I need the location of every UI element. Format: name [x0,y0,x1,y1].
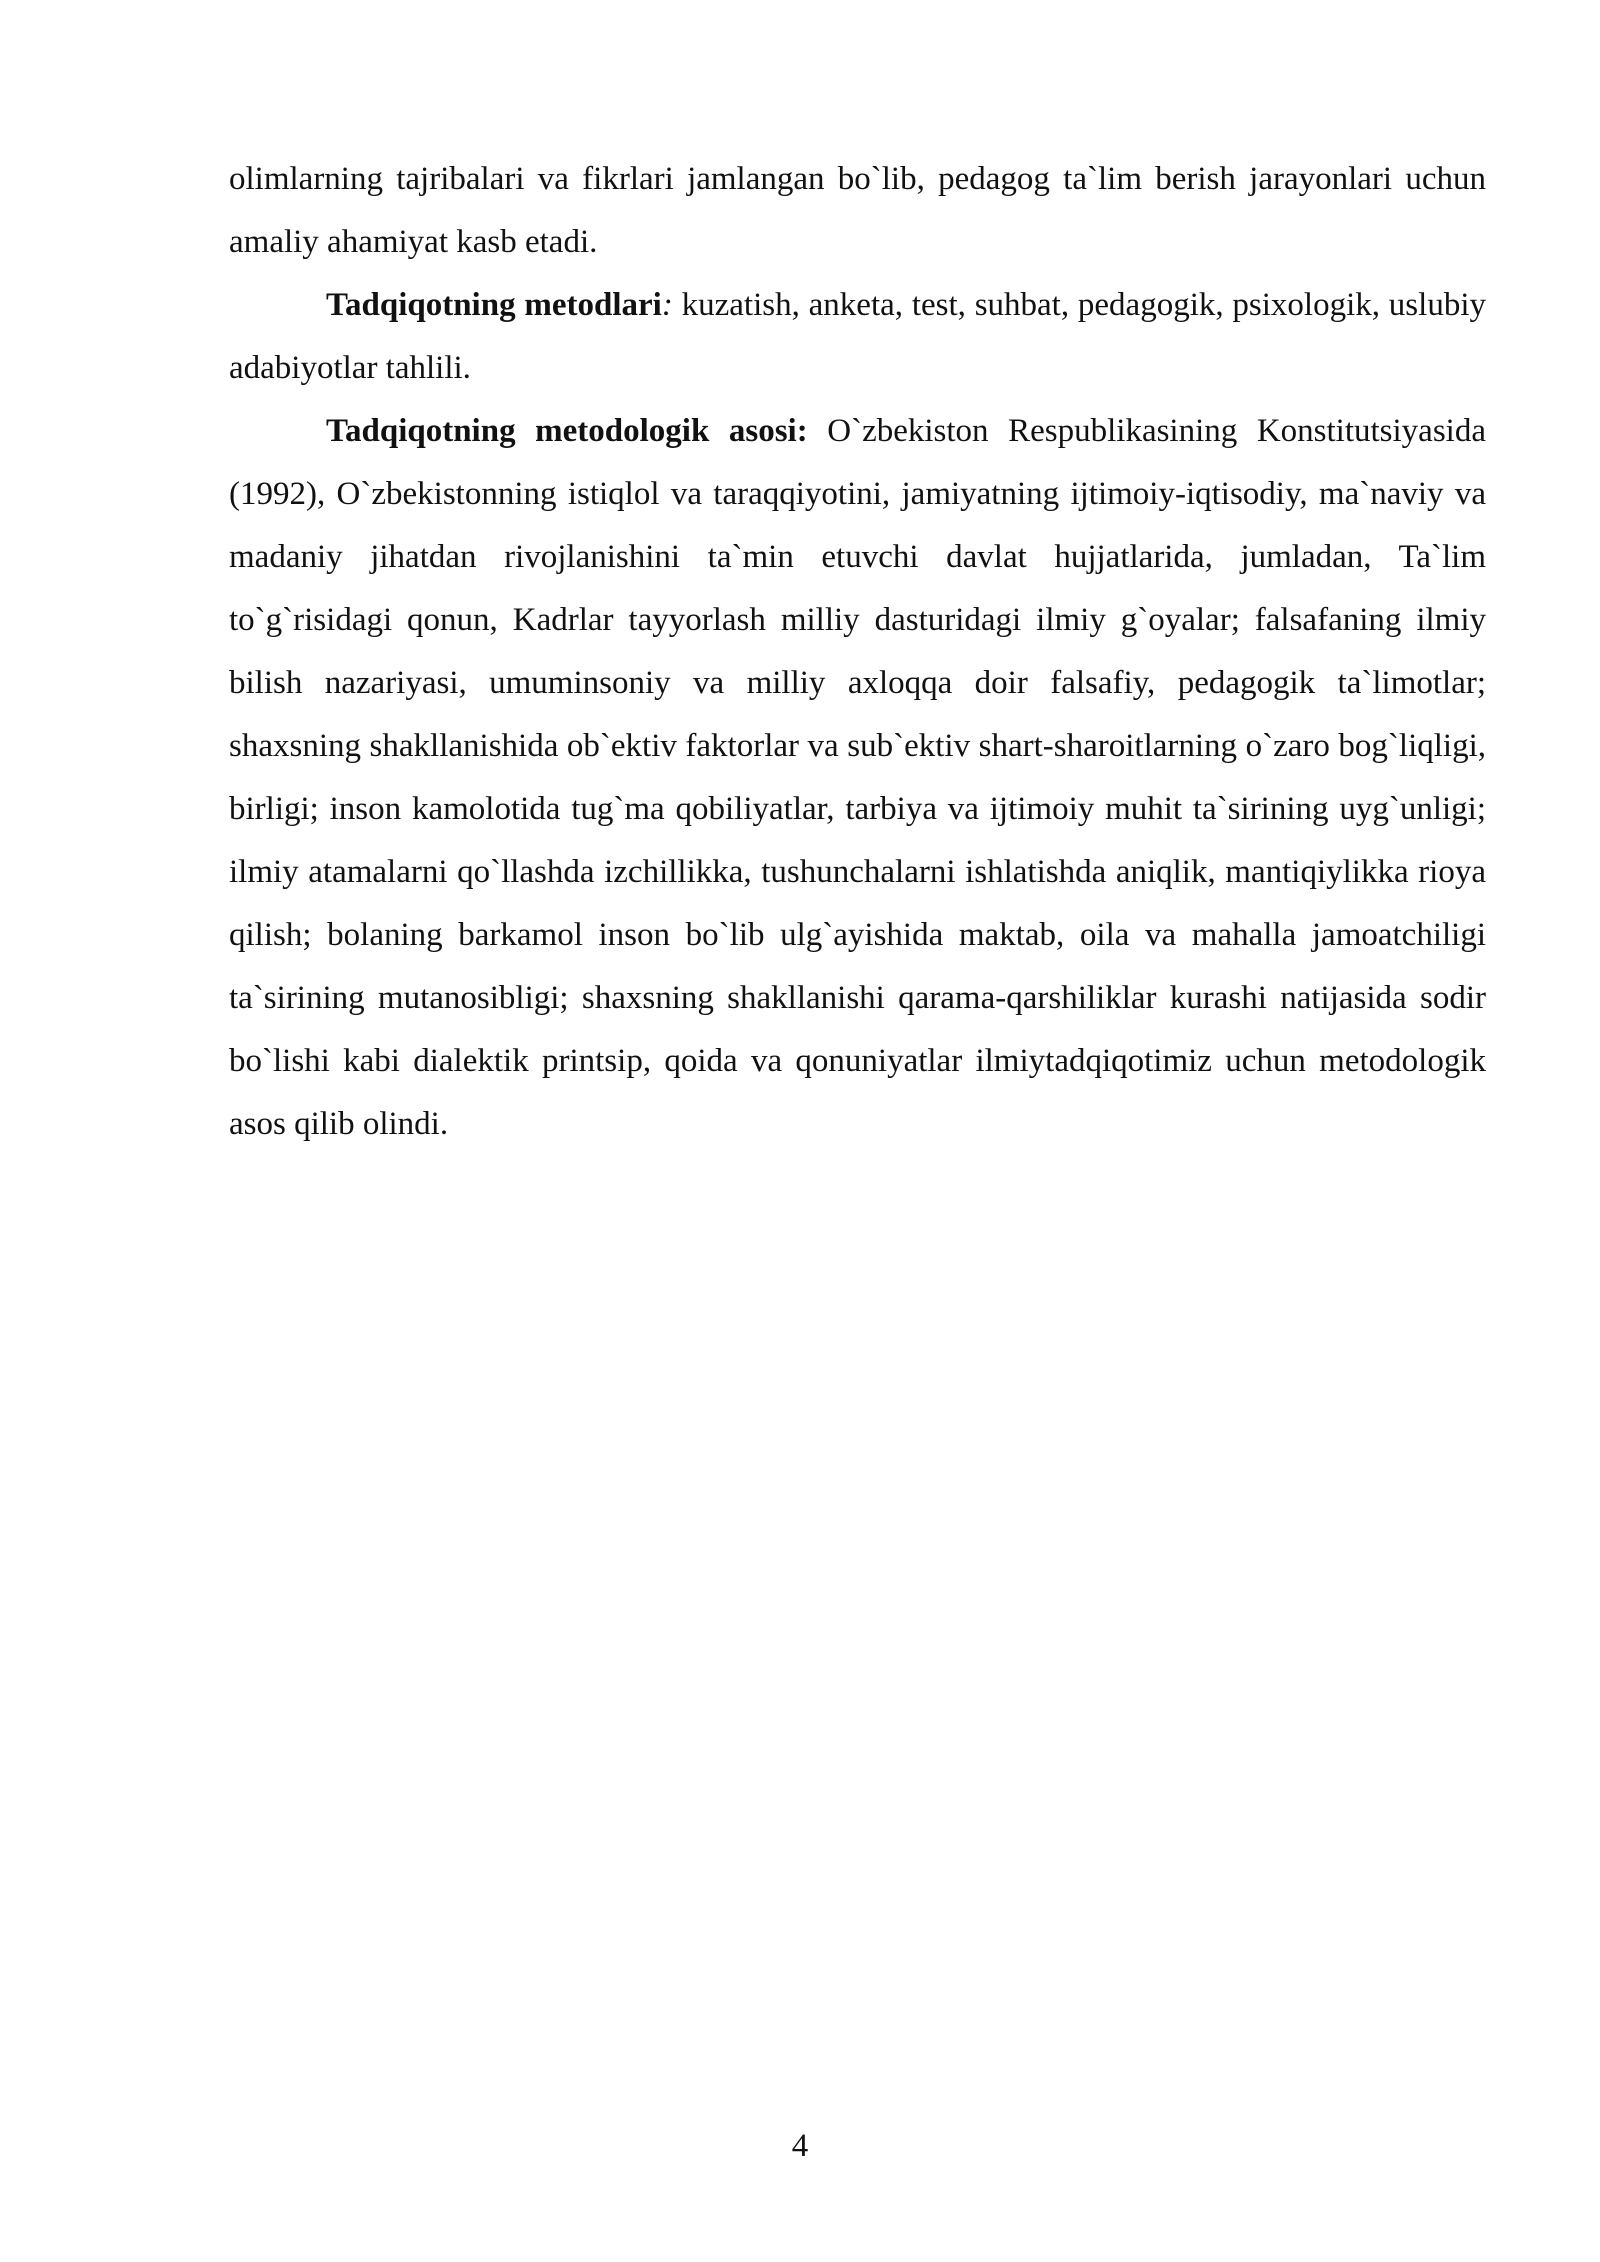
methods-text: kuzatish, anketa, test, suhbat, pedagogik, psixologik, uslubiy adabiyotlar tahlili. [229,287,1486,386]
paragraph-methodological-basis [229,400,1486,1156]
paragraph-continuation [229,148,1486,274]
methods-heading: Tadqiqotning metodlari [326,287,662,323]
methodology-heading: Tadqiqotning metodologik asosi: [326,413,808,449]
document-body [229,148,1486,1156]
page-number: 4 [791,2128,809,2164]
paragraph-text: olimlarning tajribalari va fikrlari jamlangan bo`lib, pedagog ta`lim berish jarayonlari uchun amaliy ahamiyat kasb etadi. [229,161,1486,260]
methodology-text: O`zbekiston Respublikasining Konstitutsiyasida (1992), O`zbekistonning istiqlol va taraqqiyotini, jamiyatning ijtimoiy-iqtisodiy, ma`naviy va madaniy jihatdan rivojlanishini ta`min etuvchi davlat hujjatlarida, jumladan, Ta`lim to`g`risidagi qonun, Kadrlar tayyorlash milliy dasturidagi ilmiy g`oyalar; falsafaning ilmiy bilish nazariyasi, umuminsoniy va milliy axloqqa doir falsafiy, pedagogik ta`limotlar; shaxsning shakllanishida ob`ektiv faktorlar va sub`ektiv shart-sharoitlarning o`zaro bog`liqligi, birligi; inson kamolotida tug`ma qobiliyatlar, tarbiya va ijtimoiy muhit ta`sirining uyg`unligi; ilmiy atamalarni qo`llashda izchillikka, tushunchalarni ishlatishda aniqlik, mantiqiylikka rioya qilish; bolaning barkamol inson bo`lib ulg`ayishida maktab, oila va mahalla jamoatchiligi ta`sirining mutanosibligi; shaxsning shakllanishi qarama-qarshiliklar kurashi natijasida sodir bo`lishi kabi dialektik printsip, qoida va qonuniyatlar ilmiytadqiqotimiz uchun metodologik asos qilib olindi. [229,413,1486,1142]
paragraph-research-methods [229,274,1486,400]
methods-heading-colon: : [661,287,673,323]
